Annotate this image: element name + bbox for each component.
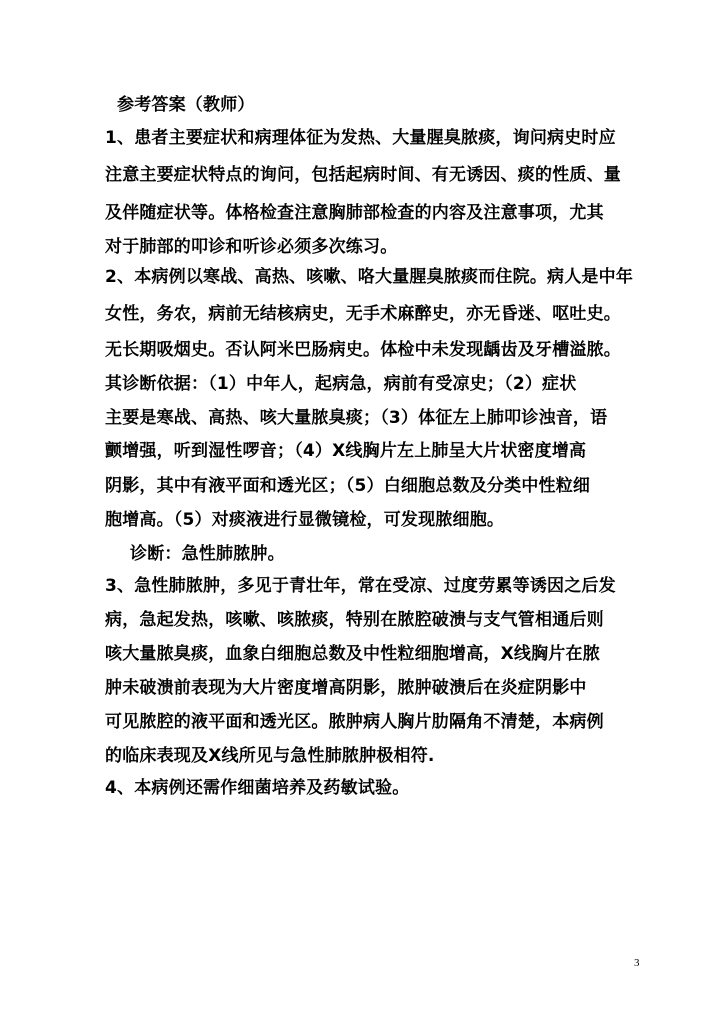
diagnosis-line: 诊断：急性肺脓肿。 xyxy=(130,544,285,564)
text-line: 主要是寒战、高热、咳大量脓臭痰；（3）体征左上肺叩诊浊音，语 xyxy=(105,408,608,428)
text-line: 可见脓腔的液平面和透光区。脓肿病人胸片肋隔角不清楚，本病例 xyxy=(105,712,604,732)
text-line: 病，急起发热，咳嗽、咳脓痰，特别在脓腔破溃与支气管相通后则 xyxy=(105,610,604,630)
text-line: 1、患者主要症状和病理体征为发热、大量腥臭脓痰，询问病史时应 xyxy=(105,128,616,148)
document-title: 参考答案（教师） xyxy=(117,95,255,115)
text-line: 胞增高。（5）对痰液进行显微镜检，可发现脓细胞。 xyxy=(105,510,505,530)
text-line: 注意主要症状特点的询问，包括起病时间、有无诱因、痰的性质、量 xyxy=(105,165,621,185)
text-line: 阴影，其中有液平面和透光区；（5）白细胞总数及分类中性粒细 xyxy=(105,476,591,496)
page-number: 3 xyxy=(634,957,640,969)
text-line: 的临床表现及X线所见与急性肺脓肿极相符. xyxy=(105,746,435,766)
text-line: 无长期吸烟史。否认阿米巴肠病史。体检中未发现龋齿及牙槽溢脓。 xyxy=(105,340,621,360)
text-line: 其诊断依据：（1）中年人，起病急，病前有受凉史；（2）症状 xyxy=(105,374,577,394)
text-line: 对于肺部的叩诊和听诊必须多次练习。 xyxy=(105,237,398,257)
text-line: 女性，务农，病前无结核病史，无手术麻醉史，亦无昏迷、呕吐史。 xyxy=(105,304,621,324)
text-line: 3、急性肺脓肿，多见于青壮年，常在受凉、过度劳累等诱因之后发 xyxy=(105,576,616,596)
text-line: 及伴随症状等。体格检查注意胸肺部检查的内容及注意事项，尤其 xyxy=(105,203,604,223)
text-line: 肿未破溃前表现为大片密度增高阴影，脓肿破溃后在炎症阴影中 xyxy=(105,678,587,698)
text-line: 咳大量脓臭痰，血象白细胞总数及中性粒细胞增高，X线胸片在脓 xyxy=(105,644,600,664)
text-line: 4、本病例还需作细菌培养及药敏试验。 xyxy=(105,778,410,798)
text-line: 颤增强，听到湿性啰音；（4）X线胸片左上肺呈大片状密度增高 xyxy=(105,441,587,461)
text-line: 2、本病例以寒战、高热、咳嗽、咯大量腥臭脓痰而住院。病人是中年 xyxy=(105,267,634,287)
